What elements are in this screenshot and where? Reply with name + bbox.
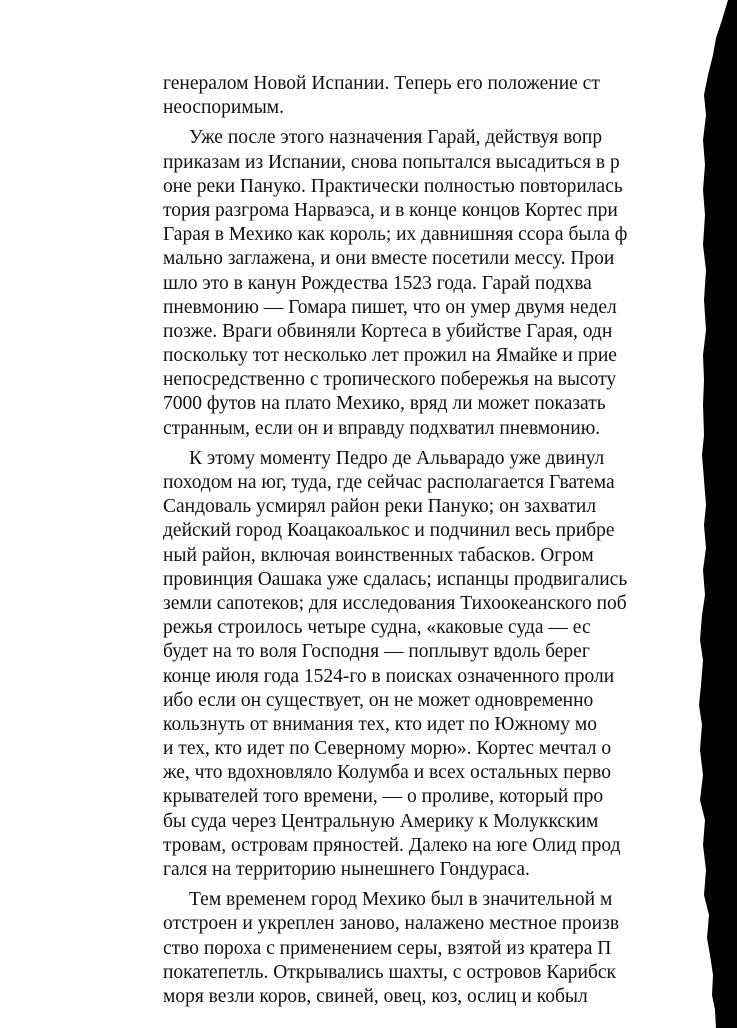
paragraph bbox=[163, 888, 737, 1009]
text-line: покатепетль. Открывались шахты, с островов Карибск bbox=[163, 961, 617, 983]
text-line: режья строилось четыре судна, «каковые суда — ес bbox=[163, 617, 591, 639]
text-line: позже. Враги обвиняли Кортеса в убийстве Гарая, одн bbox=[163, 320, 613, 342]
text-line: Уже после этого назначения Гарай, действуя вопр bbox=[189, 127, 603, 149]
paragraph bbox=[163, 447, 737, 882]
text-line: ство пороха с применением серы, взятой из кратера П bbox=[163, 937, 612, 959]
text-line: оне реки Пануко. Практически полностью повторилась bbox=[163, 175, 623, 197]
body-text bbox=[163, 72, 737, 1015]
text-line: пневмонию — Гомара пишет, что он умер двумя недел bbox=[163, 296, 617, 318]
text-line: тровам, островам пряностей. Далеко на юге Олид прод bbox=[163, 834, 621, 856]
text-line: ный район, включая воинственных табасков. Огром bbox=[163, 544, 594, 566]
text-line: приказам из Испании, снова попытался высадиться в р bbox=[163, 151, 620, 173]
text-line: крывателей того времени, — о проливе, который про bbox=[163, 786, 604, 808]
text-line: неоспоримым. bbox=[163, 97, 285, 119]
text-line: моря везли коров, свиней, овец, коз, ослиц и кобыл bbox=[163, 985, 588, 1007]
text-line: будет на то воля Господня — поплывут вдоль берег bbox=[163, 641, 590, 663]
text-line: походом на юг, туда, где сейчас располагается Гватема bbox=[163, 472, 615, 493]
text-line: же, что вдохновляло Колумба и всех остальных перво bbox=[163, 762, 611, 784]
text-line: поскольку тот несколько лет прожил на Ямайке и прие bbox=[163, 345, 617, 367]
text-line: провинция Оашака уже сдалась; испанцы продвигались bbox=[163, 568, 628, 590]
text-line: земли сапотеков; для исследования Тихоокеанского поб bbox=[163, 592, 627, 614]
text-line: конце июля года 1524-го в поисках означенного проли bbox=[163, 665, 615, 687]
text-line: 7000 футов на плато Мехико, вряд ли может показать bbox=[163, 393, 606, 415]
text-line: К этому моменту Педро де Альварадо уже двинул bbox=[189, 447, 605, 469]
text-line: шло это в канун Рождества 1523 года. Гарай подхва bbox=[163, 272, 592, 294]
paragraph bbox=[163, 72, 737, 120]
text-line: дейский город Коацакоалькос и подчинил весь прибре bbox=[163, 520, 615, 542]
text-line: генералом Новой Испании. Теперь его положение ст bbox=[163, 73, 600, 94]
text-line: гался на территорию нынешнего Гондураса. bbox=[163, 859, 530, 880]
text-line: отстроен и укреплен заново, налажено местное произв bbox=[163, 913, 620, 935]
paragraph bbox=[163, 126, 737, 440]
text-line: кользнуть от внимания тех, кто идет по Южному мо bbox=[163, 713, 597, 735]
text-line: Сандоваль усмирял район реки Пануко; он захватил bbox=[163, 496, 597, 518]
text-line: мально заглажена, и они вместе посетили мессу. Прои bbox=[163, 248, 615, 270]
text-line: ибо если он существует, он не может одновременно bbox=[163, 689, 594, 711]
text-line: Гарая в Мехико как король; их давнишняя ссора была ф bbox=[163, 224, 628, 246]
text-line: тория разгрома Нарваэса, и в конце концов Кортес при bbox=[163, 199, 618, 221]
text-line: непосредственно с тропического побережья на высоту bbox=[163, 369, 617, 391]
text-line: странным, если он и вправду подхватил пневмонию. bbox=[163, 417, 601, 439]
text-line: бы суда через Центральную Америку к Молуккским bbox=[163, 810, 599, 832]
text-line: и тех, кто идет по Северному морю». Кортес мечтал о bbox=[163, 738, 612, 760]
text-line: Тем временем город Мехико был в значительной м bbox=[189, 889, 613, 911]
